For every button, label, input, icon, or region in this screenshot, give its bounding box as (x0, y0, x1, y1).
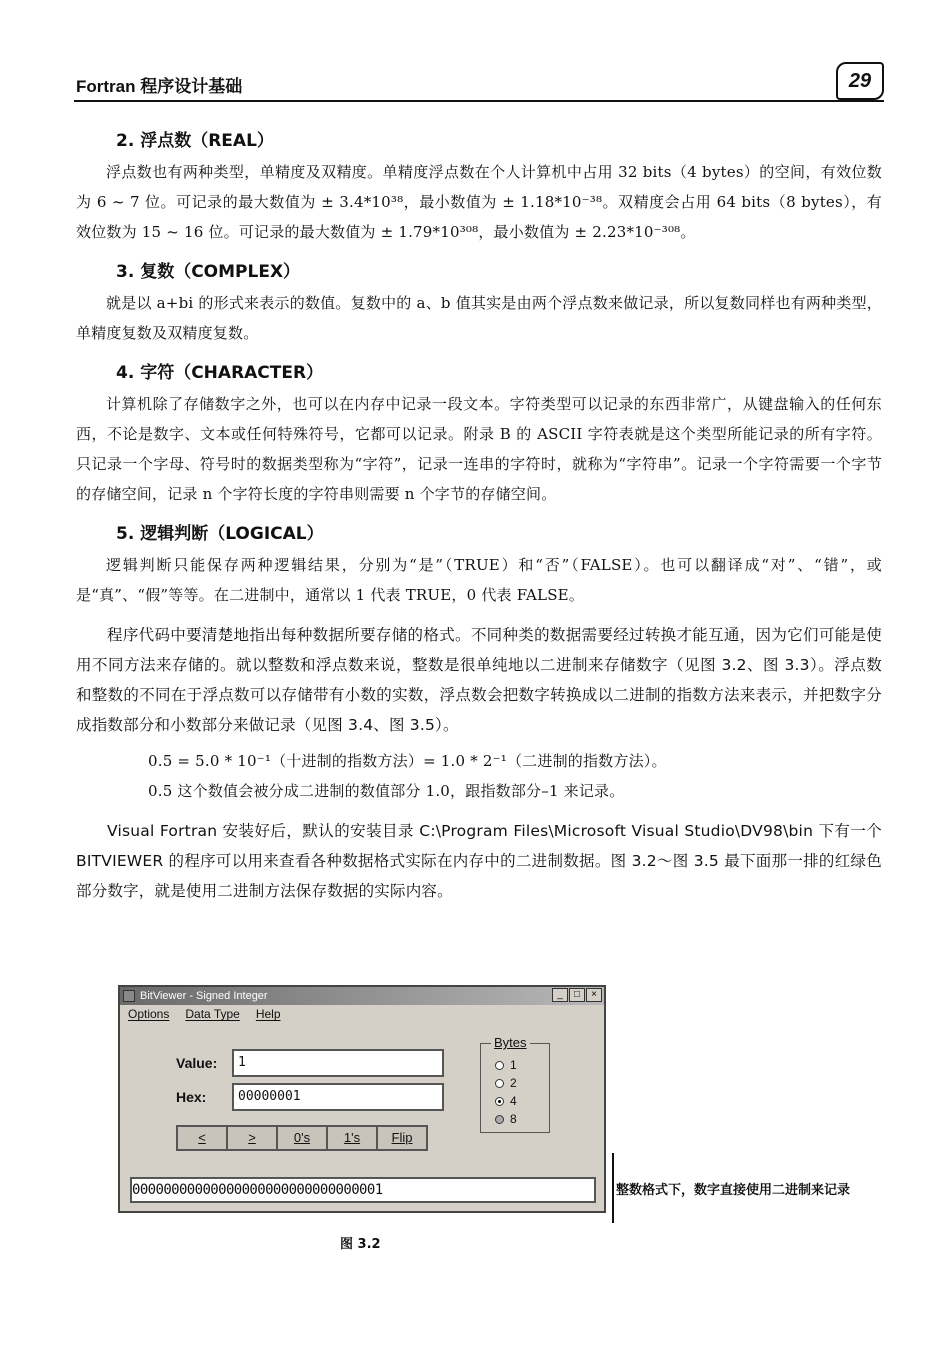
para-bitviewer: Visual Fortran 安装好后，默认的安装目录 C:\Program Files\Microsoft Visual Studio\DV98\bin 下有一个 BITVIEWER 的程序可以用来查看各种数据格式实际在内存中的二进制数据。图 3.2～图 3.5 最下面那一排的红绿色部分数字，就是使用二进制方法保存数据的实际内容。 (76, 822, 882, 900)
app-icon (123, 990, 135, 1002)
menu-help[interactable]: Help (255, 1007, 281, 1021)
radio-selected-icon (495, 1097, 504, 1106)
heading-character: 4. 字符（CHARACTER） (116, 363, 324, 383)
bitviewer-window (118, 985, 606, 1213)
bytes-option-label: 4 (510, 1094, 517, 1108)
annotation-rule (612, 1153, 614, 1223)
page-number: 29 (836, 62, 884, 100)
shift-left-button[interactable]: < (176, 1125, 228, 1151)
menu-data-type[interactable]: Data Type (185, 1007, 240, 1021)
bytes-option-8[interactable] (495, 1112, 517, 1126)
maximize-icon[interactable]: □ (569, 988, 585, 1002)
bytes-option-1[interactable] (495, 1058, 517, 1072)
para-complex: 就是以 a+bi 的形式来表示的数值。复数中的 a、b 值其实是由两个浮点数来做记录，所以复数同样也有两种类型，单精度复数及双精度复数。 (76, 294, 882, 342)
radio-disabled-icon (495, 1115, 504, 1124)
menu-bar (120, 1005, 604, 1023)
para-logical: 逻辑判断只能保存两种逻辑结果，分别为“是”（TRUE）和“否”（FALSE）。也可以翻译成“对”、“错”，或是“真”、“假”等等。在二进制中，通常以 1 代表 TRUE，0 代表 FALSE。 (76, 556, 882, 604)
bytes-label: Bytes (491, 1035, 530, 1050)
bytes-option-label: 1 (510, 1058, 517, 1072)
figure-3-2 (118, 985, 851, 1255)
bytes-option-label: 2 (510, 1076, 517, 1090)
window-controls (552, 988, 602, 1002)
hex-input[interactable]: 00000001 (232, 1083, 444, 1111)
para-character: 计算机除了存储数字之外，也可以在内存中记录一段文本。字符类型可以记录的东西非常广，从键盘输入的任何东西，不论是数字、文本或任何特殊符号，它都可以记录。附录 B 的 ASCII 字符表就是这个类型所能记录的所有字符。只记录一个字母、符号时的数据类型称为“字符”，记录一连串的字符时，就称为“字符串”。记录一个字符需要一个字节的存储空间，记录 n 个字符长度的字符串则需要 n 个字节的存储空间。 (76, 395, 882, 503)
figure-caption: 图 3.2 (340, 1237, 381, 1252)
bit-display: 00000000000000000000000000000001 (130, 1177, 596, 1203)
equation-line-1: 0.5 = 5.0 * 10⁻¹（十进制的指数方法）= 1.0 * 2⁻¹（二进制的指数方法）。 (148, 752, 667, 770)
zeros-button[interactable]: 0's (276, 1125, 328, 1151)
radio-icon (495, 1079, 504, 1088)
hex-label: Hex: (176, 1089, 207, 1105)
body-content (76, 116, 882, 912)
page-header (74, 60, 884, 102)
flip-button[interactable]: Flip (376, 1125, 428, 1151)
para-real: 浮点数也有两种类型，单精度及双精度。单精度浮点数在个人计算机中占用 32 bits（4 bytes）的空间，有效位数为 6 ~ 7 位。可记录的最大数值为 ± 3.4*10³⁸，最小数值为 ± 1.18*10⁻³⁸。双精度会占用 64 bits（8 bytes），有效位数为 15 ~ 16 位。可记录的最大数值为 ± 1.79*10³⁰⁸，最小数值为 ± 2.23*10⁻³⁰⁸。 (76, 163, 882, 241)
bytes-option-4[interactable] (495, 1094, 517, 1108)
value-input[interactable]: 1 (232, 1049, 444, 1077)
bytes-option-2[interactable] (495, 1076, 517, 1090)
ones-button[interactable]: 1's (326, 1125, 378, 1151)
window-title: BitViewer - Signed Integer (140, 990, 268, 1002)
equation-line-2: 0.5 这个数值会被分成二进制的数值部分 1.0，跟指数部分–1 来记录。 (148, 782, 625, 800)
value-label: Value: (176, 1055, 218, 1071)
heading-complex: 3. 复数（COMPLEX） (116, 262, 301, 282)
minimize-icon[interactable]: _ (552, 988, 568, 1002)
running-title: Fortran 程序设计基础 (76, 77, 243, 96)
bytes-groupbox (480, 1035, 550, 1133)
window-titlebar (120, 987, 604, 1005)
para-storage-format: 程序代码中要清楚地指出每种数据所要存储的格式。不同种类的数据需要经过转换才能互通，因为它们可能是使用不同方法来存储的。就以整数和浮点数来说，整数是很单纯地以二进制来存储数字（见图 3.2、图 3.3）。浮点数和整数的不同在于浮点数可以存储带有小数的实数，浮点数会把数字转换成以二进制的指数方法来表示，并把数字分成指数部分和小数部分来做记录（见图 3.4、图 3.5）。 (76, 626, 882, 734)
toolbar-buttons (176, 1125, 426, 1151)
radio-icon (495, 1061, 504, 1070)
bytes-option-label: 8 (510, 1112, 517, 1126)
menu-options[interactable]: Options (128, 1007, 170, 1021)
heading-real: 2. 浮点数（REAL） (116, 131, 274, 151)
figure-annotation: 整数格式下，数字直接使用二进制来记录 (616, 1183, 851, 1198)
close-icon[interactable]: × (586, 988, 602, 1002)
shift-right-button[interactable]: > (226, 1125, 278, 1151)
heading-logical: 5. 逻辑判断（LOGICAL） (116, 524, 324, 544)
